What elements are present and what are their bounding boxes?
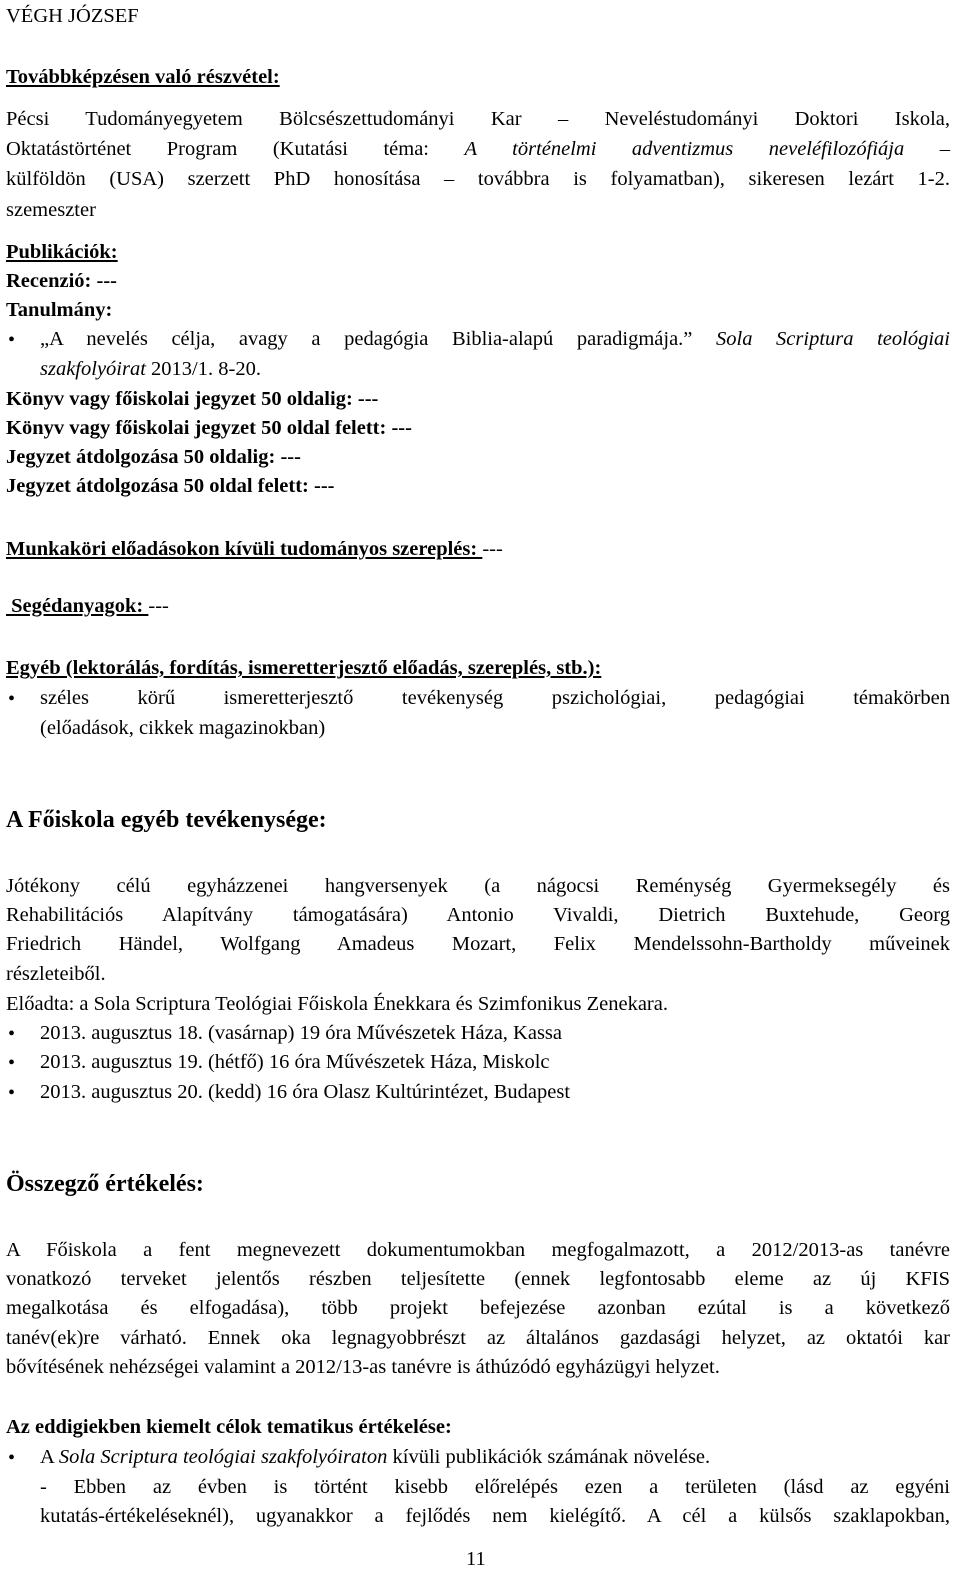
- book-over-50: Könyv vagy főiskolai jegyzet 50 oldal felett: ---: [6, 417, 412, 439]
- training-line-1: Pécsi Tudományegyetem Bölcsészettudományi Kar – Neveléstudományi Doktori Iskola,: [6, 108, 950, 130]
- college-performer: Előadta: a Sola Scriptura Teológiai Főiskola Énekkara és Szimfonikus Zenekara.: [6, 993, 668, 1015]
- scientific-heading: Munkaköri előadásokon kívüli tudományos szereplés:: [6, 538, 483, 560]
- college-p1-line-1: Jótékony célú egyházzenei hangversenyek (a nágocsi Reménység Gyermeksegély és: [6, 875, 950, 897]
- bullet-icon: •: [8, 1447, 16, 1469]
- bullet-icon: •: [8, 329, 16, 351]
- study-issue: 2013/1. 8-20.: [145, 358, 261, 380]
- other-item-line-1: széles körű ismeretterjesztő tevékenység pszichológiai, pedagógiai témakörben: [40, 687, 950, 709]
- goals-heading: Az eddigiekben kiemelt célok tematikus értékelése:: [6, 1416, 452, 1438]
- training-heading: Továbbképzésen való részvétel:: [6, 66, 280, 88]
- rework-over-50: Jegyzet átdolgozása 50 oldal felett: ---: [6, 475, 335, 497]
- training-line-4: szemeszter: [6, 199, 96, 221]
- publications-heading: Publikációk:: [6, 241, 118, 263]
- bullet-icon: •: [8, 1082, 16, 1104]
- college-p1-line-4: részleteiből.: [6, 963, 106, 985]
- goal-1-journal: Sola Scriptura teológiai szakfolyóiraton: [58, 1446, 388, 1468]
- header-name: VÉGH JÓZSEF: [6, 5, 139, 27]
- bullet-icon: •: [8, 1023, 16, 1045]
- summary-heading: Összegző értékelés:: [6, 1171, 204, 1197]
- study-line-1: [40, 327, 950, 351]
- college-heading: A Főiskola egyéb tevékenysége:: [6, 807, 327, 833]
- summary-line-4: tanév(ek)re várható. Ennek oka legnagyobbrészt az általános gazdasági helyzet, az oktatói kar: [6, 1327, 950, 1349]
- review-line: Recenzió: ---: [6, 270, 117, 292]
- training-research-topic: A történelmi adventizmus neveléfilozófiája –: [464, 138, 950, 160]
- college-p1-line-2: Rehabilitációs Alapítvány támogatására) Antonio Vivaldi, Dietrich Buxtehude, Georg: [6, 904, 950, 926]
- rework-under-50: Jegyzet átdolgozása 50 oldalig: ---: [6, 446, 301, 468]
- summary-line-1: A Főiskola a fent megnevezett dokumentumokban megfogalmazott, a 2012/2013-as tanévre: [6, 1239, 950, 1261]
- book-under-50: Könyv vagy főiskolai jegyzet 50 oldalig: ---: [6, 388, 379, 410]
- study-journal-cont: szakfolyóirat: [40, 358, 146, 380]
- training-line-2-plain: Oktatástörténet Program (Kutatási téma:: [6, 138, 465, 160]
- goal-1-rest: kívüli publikációk számának növelése.: [387, 1446, 711, 1468]
- concert-item: 2013. augusztus 18. (vasárnap) 19 óra Művészetek Háza, Kassa: [40, 1022, 563, 1044]
- concert-item: 2013. augusztus 19. (hétfő) 16 óra Művészetek Háza, Miskolc: [40, 1051, 550, 1073]
- training-line-3: külföldön (USA) szerzett PhD honosítása – továbbra is folyamatban), sikeresen lezárt 1-2.: [6, 168, 950, 190]
- study-journal: Sola Scriptura teológiai: [716, 328, 950, 350]
- goal-1-sub-line-1: - Ebben az évben is történt kisebb előrelépés ezen a területen (lásd az egyéni: [40, 1476, 950, 1498]
- goal-1: [40, 1445, 710, 1469]
- summary-line-5: bővítésének nehézségei valamint a 2012/13-as tanévre is áthúzódó egyházügyi helyzet.: [6, 1356, 720, 1378]
- summary-line-2: vonatkozó terveket jelentős részben teljesítette (ennek legfontosabb eleme az új KFIS: [6, 1268, 950, 1290]
- bullet-icon: •: [8, 1052, 16, 1074]
- aids-value: ---: [148, 595, 169, 617]
- other-item-line-2: (előadások, cikkek magazinokban): [40, 717, 326, 739]
- study-line-2: [40, 357, 261, 381]
- aids-line: [6, 594, 169, 618]
- scientific-line: [6, 537, 503, 561]
- aids-heading: Segédanyagok:: [6, 595, 149, 617]
- other-heading: Egyéb (lektorálás, fordítás, ismeretterjesztő előadás, szereplés, stb.):: [6, 657, 602, 679]
- summary-line-3: megalkotása és elfogadása), több projekt befejezése azonban ezútal is a következő: [6, 1297, 950, 1319]
- concert-item: 2013. augusztus 20. (kedd) 16 óra Olasz Kultúrintézet, Budapest: [40, 1081, 571, 1103]
- page-number: 11: [466, 1548, 486, 1570]
- goal-1-sub-line-2: kutatás-értékeléseknél), ugyanakkor a fejlődés nem kielégítő. A cél a külsős szaklapokban,: [40, 1505, 950, 1527]
- training-line-2: [6, 137, 950, 161]
- college-p1-line-3: Friedrich Händel, Wolfgang Amadeus Mozart, Felix Mendelssohn-Bartholdy műveinek: [6, 933, 950, 955]
- goal-1-lead: A: [40, 1446, 59, 1468]
- study-heading: Tanulmány:: [6, 299, 113, 321]
- scientific-value: ---: [482, 538, 503, 560]
- bullet-icon: •: [8, 688, 16, 710]
- study-title: „A nevelés célja, avagy a pedagógia Biblia-alapú paradigmája.”: [40, 328, 717, 350]
